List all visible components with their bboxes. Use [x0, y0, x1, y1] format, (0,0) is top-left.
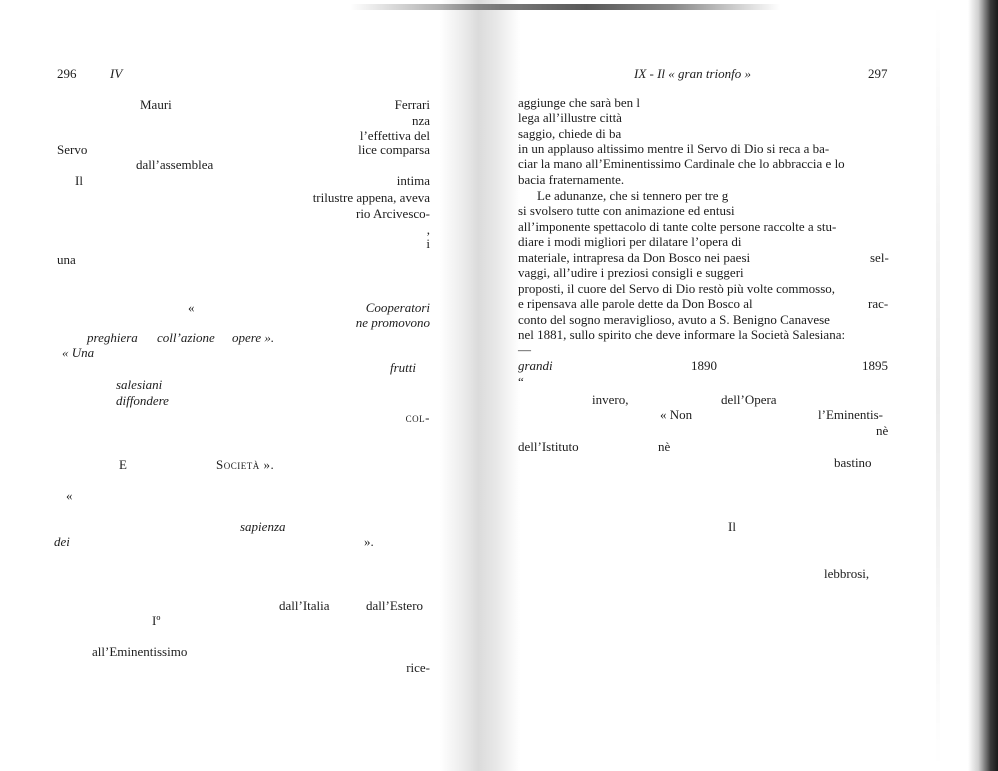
- text-line: conto del sogno meraviglioso, avuto a S. Benigno Canavese: [518, 312, 830, 327]
- text-fragment: all’Eminentissimo: [92, 644, 188, 659]
- text-fragment: Il: [75, 173, 83, 188]
- text-fragment: dell’Istituto: [518, 439, 579, 454]
- text-line: saggio, chiede di ba: [518, 126, 622, 141]
- text-fragment: dall’Estero: [366, 598, 424, 613]
- text-fragment: preghiera: [87, 330, 138, 345]
- page-gutter-shadow: [440, 0, 520, 771]
- text-fragment: E: [119, 457, 128, 472]
- text-fragment: rice-: [406, 660, 430, 675]
- text-fragment: Il: [728, 519, 736, 534]
- text-fragment: « Non: [660, 407, 693, 422]
- text-fragment: opere ».: [232, 330, 275, 345]
- left-page-number: 296: [57, 66, 77, 81]
- text-line: Le adunanze, che si tennero per tre g: [537, 188, 729, 203]
- text-fragment: i: [426, 236, 430, 251]
- text-line: si svolsero tutte con animazione ed entusi: [518, 203, 735, 218]
- text-fragment: nè: [658, 439, 671, 454]
- text-fragment: coll’azione: [157, 330, 215, 345]
- text-fragment: lebbrosi,: [824, 566, 870, 581]
- text-line: aggiunge che sarà ben l: [518, 95, 641, 110]
- text-fragment: diffondere: [116, 393, 169, 408]
- text-fragment: —: [518, 342, 531, 357]
- text-fragment: lice comparsa: [358, 142, 430, 157]
- text-fragment: «: [66, 488, 73, 503]
- text-fragment: ,: [426, 222, 430, 237]
- text-fragment: «: [188, 300, 195, 315]
- text-fragment: l’effettiva del: [359, 128, 430, 143]
- scan-right-shading: [936, 0, 940, 771]
- text-fragment: rio Arcivesco-: [355, 206, 430, 221]
- text-fragment: frutti: [389, 360, 416, 375]
- text-fragment: 1890: [691, 358, 717, 373]
- running-title: IX - Il « gran trionfo »: [634, 66, 751, 81]
- text-fragment: bastino: [834, 455, 872, 470]
- text-fragment: rac-: [868, 296, 889, 311]
- text-fragment: salesiani: [116, 377, 163, 392]
- left-chapter-number: IV: [110, 66, 123, 81]
- text-line: ciar la mano all’Eminentissimo Cardinale che lo abbraccia e lo: [518, 156, 845, 171]
- text-fragment: dall’assemblea: [136, 157, 214, 172]
- text-fragment: dei: [54, 534, 70, 549]
- text-fragment: una: [57, 252, 76, 267]
- text-fragment: grandi: [518, 358, 553, 373]
- text-line: materiale, intrapresa da Don Bosco nei paesi: [518, 250, 751, 265]
- text-fragment: nè: [876, 423, 889, 438]
- text-fragment: Servo: [57, 142, 88, 157]
- right-page-number: 297: [868, 66, 888, 81]
- text-fragment: “: [518, 374, 524, 389]
- text-fragment: Mauri: [140, 97, 172, 112]
- text-fragment: dell’Opera: [721, 392, 777, 407]
- text-fragment: Cooperatori: [365, 300, 430, 315]
- text-line: lega all’illustre città: [518, 110, 622, 125]
- text-line: nel 1881, sullo spirito che deve informare la Società Salesiana:: [518, 327, 846, 342]
- text-fragment: trilustre appena, aveva: [312, 190, 430, 205]
- text-line: in un applauso altissimo mentre il Servo di Dio si reca a ba-: [518, 141, 830, 156]
- text-line: all’imponente spettacolo di tante colte persone raccolte a stu-: [518, 219, 837, 234]
- text-fragment: l’Eminentis-: [818, 407, 883, 422]
- text-line: vaggi, all’udire i preziosi consigli e suggeri: [518, 265, 744, 280]
- text-fragment: col-: [405, 410, 430, 425]
- text-fragment: intima: [396, 173, 430, 188]
- text-fragment: « Una: [62, 345, 95, 360]
- text-fragment: 1895: [862, 358, 888, 373]
- scan-top-shadow: [350, 4, 780, 10]
- text-line: e ripensava alle parole dette da Don Bosco al: [518, 296, 753, 311]
- text-fragment: sapienza: [240, 519, 286, 534]
- text-line: bacia fraternamente.: [518, 172, 625, 187]
- text-fragment: Società ».: [216, 457, 275, 472]
- text-fragment: sel-: [870, 250, 889, 265]
- scan-right-edge: [968, 0, 998, 771]
- text-fragment: nza: [411, 113, 430, 128]
- text-line: diare i modi migliori per dilatare l’opera di: [518, 234, 742, 249]
- text-fragment: ».: [364, 534, 374, 549]
- text-line: proposti, il cuore del Servo di Dio restò più volte commosso,: [518, 281, 836, 296]
- text-fragment: dall’Italia: [279, 598, 330, 613]
- text-fragment: Iº: [152, 613, 161, 628]
- text-fragment: ne promovono: [355, 315, 430, 330]
- text-fragment: invero,: [592, 392, 629, 407]
- text-fragment: Ferrari: [394, 97, 430, 112]
